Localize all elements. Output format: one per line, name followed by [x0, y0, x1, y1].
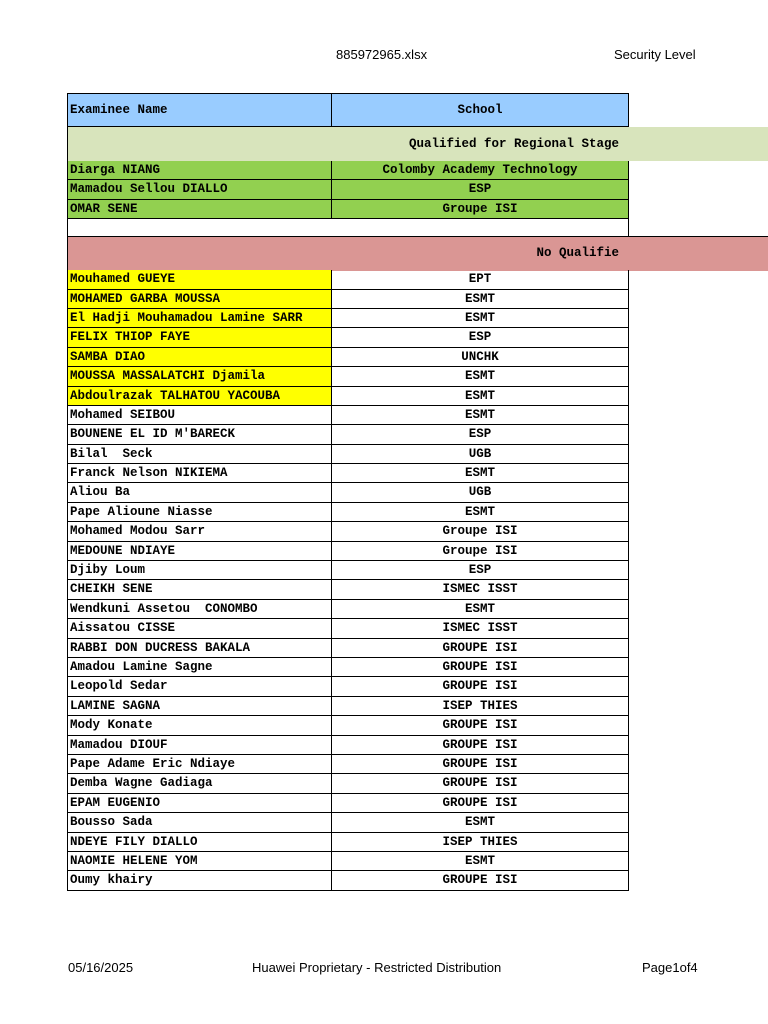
examinee-name-cell: Leopold Sedar: [67, 677, 331, 696]
table-row: [67, 677, 768, 696]
school-cell: Groupe ISI: [331, 542, 629, 561]
section-not-qualified: [67, 236, 768, 270]
table-row: [67, 445, 768, 464]
table-row: [67, 833, 768, 852]
school-cell: ESMT: [331, 503, 629, 522]
examinee-name-cell: MOUSSA MASSALATCHI Djamila: [67, 367, 331, 386]
examinee-name-cell: Pape Alioune Niasse: [67, 503, 331, 522]
school-cell: ESMT: [331, 600, 629, 619]
file-name: 885972965.xlsx: [336, 47, 428, 62]
examinee-name-cell: OMAR SENE: [67, 200, 331, 219]
table-row: [67, 522, 768, 541]
table-row: [67, 639, 768, 658]
school-cell: ESMT: [331, 464, 629, 483]
school-cell: ESMT: [331, 852, 629, 871]
table-row: [67, 619, 768, 638]
spacer-row: [67, 219, 768, 236]
section-qualified: [67, 127, 768, 161]
table-row: [67, 200, 768, 219]
table-row: [67, 425, 768, 444]
table-row: [67, 813, 768, 832]
table-row: [67, 561, 768, 580]
examinee-name-cell: MOHAMED GARBA MOUSSA: [67, 290, 331, 309]
examinee-name-cell: Mohamed Modou Sarr: [67, 522, 331, 541]
school-cell: ISEP THIES: [331, 833, 629, 852]
column-header-school: School: [331, 93, 629, 127]
school-cell: Groupe ISI: [331, 200, 629, 219]
examinee-name-cell: Wendkuni Assetou CONOMBO: [67, 600, 331, 619]
examinee-table: [67, 93, 768, 891]
school-cell: UNCHK: [331, 348, 629, 367]
examinee-name-cell: Bilal Seck: [67, 445, 331, 464]
table-row: [67, 309, 768, 328]
school-cell: ESP: [331, 328, 629, 347]
table-row: [67, 328, 768, 347]
section-qualified-label: Qualified for Regional Stage: [408, 137, 619, 151]
examinee-name-cell: BOUNENE EL ID M'BARECK: [67, 425, 331, 444]
table-row: [67, 270, 768, 289]
school-cell: GROUPE ISI: [331, 736, 629, 755]
examinee-name-cell: NAOMIE HELENE YOM: [67, 852, 331, 871]
examinee-name-cell: SAMBA DIAO: [67, 348, 331, 367]
school-cell: UGB: [331, 483, 629, 502]
examinee-name-cell: Demba Wagne Gadiaga: [67, 774, 331, 793]
table-row: [67, 871, 768, 890]
table-row: [67, 658, 768, 677]
school-cell: ESMT: [331, 309, 629, 328]
school-cell: ISEP THIES: [331, 697, 629, 716]
table-row: [67, 161, 768, 180]
school-cell: ISMEC ISST: [331, 580, 629, 599]
table-row: [67, 774, 768, 793]
table-row: [67, 580, 768, 599]
examinee-name-cell: Diarga NIANG: [67, 161, 331, 180]
examinee-name-cell: FELIX THIOP FAYE: [67, 328, 331, 347]
examinee-name-cell: Aliou Ba: [67, 483, 331, 502]
school-cell: ESP: [331, 180, 629, 199]
qualified-rows: [67, 161, 768, 219]
school-cell: Colomby Academy Technology: [331, 161, 629, 180]
examinee-name-cell: Aissatou CISSE: [67, 619, 331, 638]
section-not-qualified-label: No Qualifie: [536, 246, 619, 261]
school-cell: ESMT: [331, 406, 629, 425]
footer-date: 05/16/2025: [68, 960, 134, 975]
table-header-row: [67, 93, 768, 127]
table-row: [67, 483, 768, 502]
examinee-name-cell: Pape Adame Eric Ndiaye: [67, 755, 331, 774]
examinee-name-cell: Djiby Loum: [67, 561, 331, 580]
examinee-name-cell: Abdoulrazak TALHATOU YACOUBA: [67, 387, 331, 406]
table-row: [67, 697, 768, 716]
examinee-name-cell: Mamadou Sellou DIALLO: [67, 180, 331, 199]
table-row: [67, 503, 768, 522]
school-cell: GROUPE ISI: [331, 755, 629, 774]
not-qualified-rows: [67, 406, 768, 891]
examinee-name-cell: MEDOUNE NDIAYE: [67, 542, 331, 561]
table-row: [67, 406, 768, 425]
school-cell: GROUPE ISI: [331, 639, 629, 658]
column-header-name: Examinee Name: [67, 93, 331, 127]
examinee-name-cell: Mody Konate: [67, 716, 331, 735]
school-cell: ESMT: [331, 813, 629, 832]
school-cell: Groupe ISI: [331, 522, 629, 541]
school-cell: UGB: [331, 445, 629, 464]
table-row: [67, 736, 768, 755]
table-row: [67, 290, 768, 309]
school-cell: EPT: [331, 270, 629, 289]
school-cell: ISMEC ISST: [331, 619, 629, 638]
not-qualified-highlighted-rows: [67, 270, 768, 406]
school-cell: GROUPE ISI: [331, 871, 629, 890]
footer-notice: Huawei Proprietary - Restricted Distribution: [252, 960, 502, 975]
table-row: [67, 852, 768, 871]
examinee-name-cell: CHEIKH SENE: [67, 580, 331, 599]
examinee-name-cell: Franck Nelson NIKIEMA: [67, 464, 331, 483]
school-cell: GROUPE ISI: [331, 677, 629, 696]
examinee-name-cell: Oumy khairy: [67, 871, 331, 890]
examinee-name-cell: Amadou Lamine Sagne: [67, 658, 331, 677]
table-row: [67, 180, 768, 199]
table-row: [67, 367, 768, 386]
school-cell: ESP: [331, 561, 629, 580]
school-cell: GROUPE ISI: [331, 794, 629, 813]
school-cell: ESMT: [331, 387, 629, 406]
table-row: [67, 716, 768, 735]
examinee-name-cell: LAMINE SAGNA: [67, 697, 331, 716]
school-cell: ESMT: [331, 290, 629, 309]
examinee-name-cell: Mouhamed GUEYE: [67, 270, 331, 289]
table-row: [67, 755, 768, 774]
examinee-name-cell: Bousso Sada: [67, 813, 331, 832]
table-row: [67, 348, 768, 367]
school-cell: GROUPE ISI: [331, 658, 629, 677]
examinee-name-cell: Mamadou DIOUF: [67, 736, 331, 755]
examinee-name-cell: NDEYE FILY DIALLO: [67, 833, 331, 852]
table-row: [67, 600, 768, 619]
table-row: [67, 464, 768, 483]
examinee-name-cell: El Hadji Mouhamadou Lamine SARR: [67, 309, 331, 328]
examinee-name-cell: RABBI DON DUCRESS BAKALA: [67, 639, 331, 658]
footer-page-number: Page1of4: [642, 960, 698, 975]
table-row: [67, 542, 768, 561]
examinee-name-cell: EPAM EUGENIO: [67, 794, 331, 813]
security-level: Security Level: [614, 47, 696, 62]
school-cell: ESP: [331, 425, 629, 444]
table-row: [67, 794, 768, 813]
table-row: [67, 387, 768, 406]
examinee-name-cell: Mohamed SEIBOU: [67, 406, 331, 425]
school-cell: GROUPE ISI: [331, 774, 629, 793]
school-cell: GROUPE ISI: [331, 716, 629, 735]
school-cell: ESMT: [331, 367, 629, 386]
